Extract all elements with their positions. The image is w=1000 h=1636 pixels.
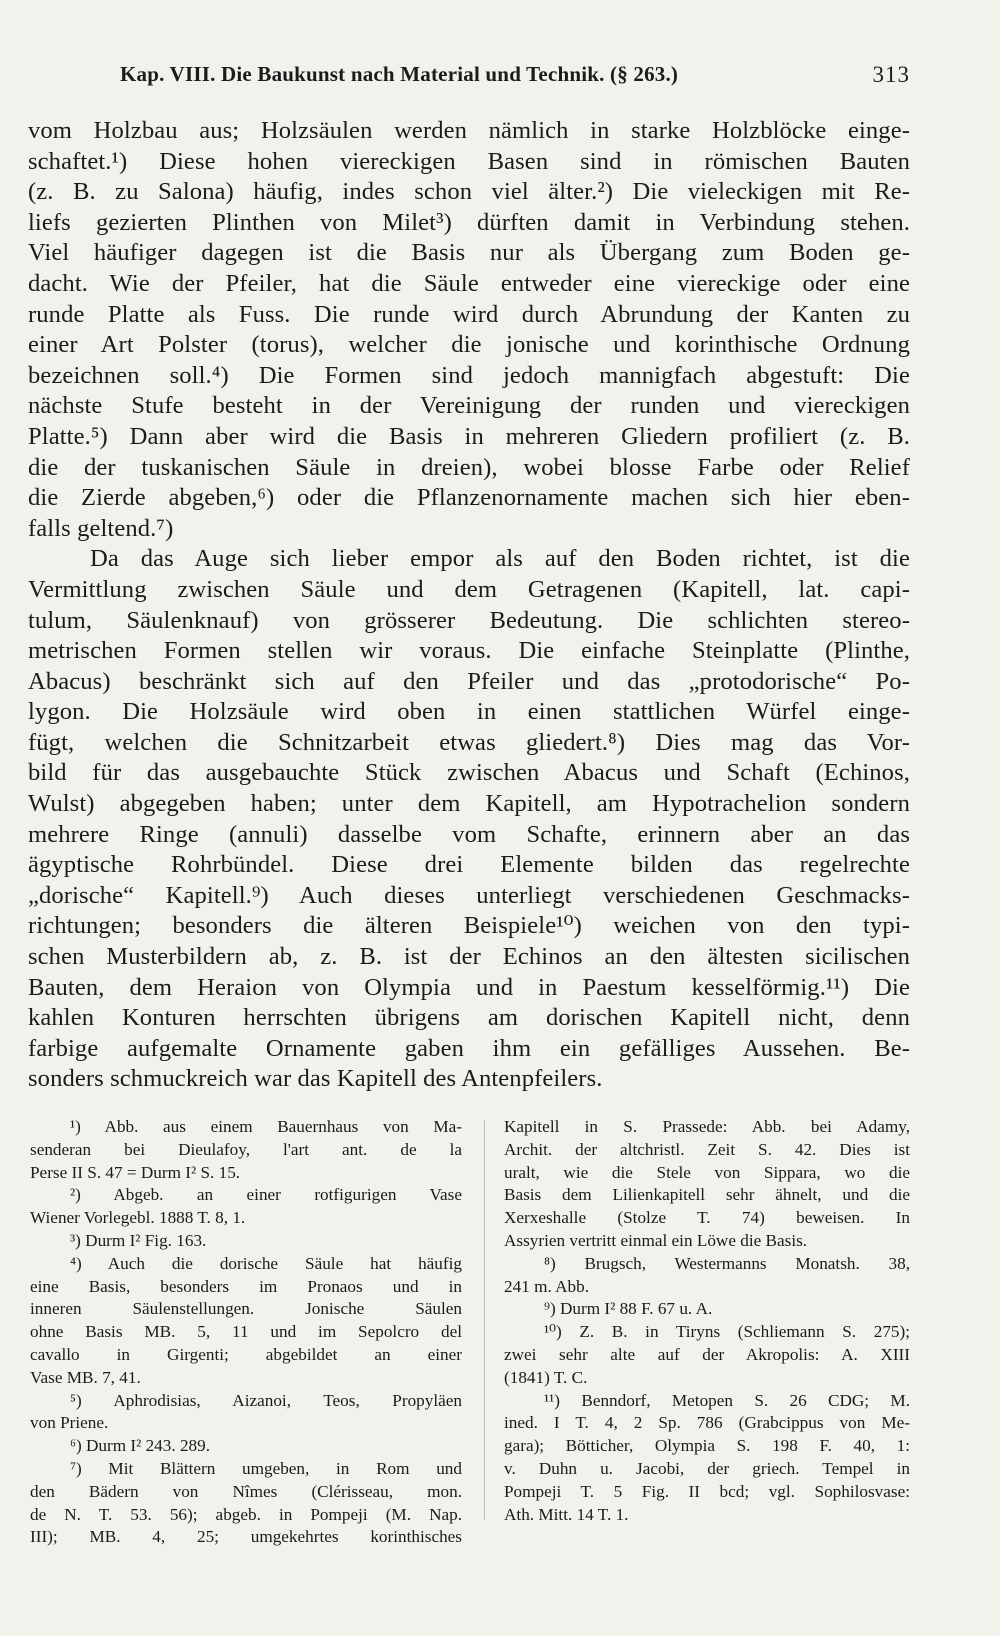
- footnote-line: Vase MB. 7, 41.: [30, 1367, 141, 1387]
- footnote-line: Archit. der altchristl. Zeit S. 42. Dies ist: [504, 1139, 910, 1159]
- body-line: Vermittlung zwischen Säule und dem Getragenen (Kapitell, lat. capi-: [28, 575, 910, 603]
- footnote-line: Wiener Vorlegebl. 1888 T. 8, 1.: [30, 1208, 246, 1228]
- body-line: tulum, Säulenknauf) von grösserer Bedeutung. Die schlichten stereo-: [28, 606, 910, 634]
- body-line: fügt, welchen die Schnitzarbeit etwas gliedert.⁸) Dies mag das Vor-: [28, 728, 910, 756]
- footnote-line: Ath. Mitt. 14 T. 1.: [504, 1504, 629, 1524]
- body-line: farbige aufgemalte Ornamente gaben ihm ein gefälliges Aussehen. Be-: [28, 1034, 910, 1062]
- body-line: dacht. Wie der Pfeiler, hat die Säule entweder eine viereckige oder eine: [28, 269, 910, 297]
- body-line: runde Platte als Fuss. Die runde wird durch Abrundung der Kanten zu: [28, 300, 910, 328]
- footnotes-right-column: [504, 1116, 910, 1526]
- page-number: 313: [872, 62, 910, 87]
- footnote-line: ⁶) Durm I² 243. 289.: [70, 1436, 211, 1456]
- footnote-line: ¹⁰) Z. B. in Tiryns (Schliemann S. 275);: [544, 1322, 910, 1342]
- footnote-line: Assyrien vertritt einmal ein Löwe die Basis.: [504, 1230, 808, 1250]
- footnote-line: senderan bei Dieulafoy, l'art ant. de la: [30, 1139, 462, 1159]
- footnote-line: ⁴) Auch die dorische Säule hat häufig: [70, 1253, 462, 1273]
- body-line: Da das Auge sich lieber empor als auf den Boden richtet, ist die: [90, 545, 910, 573]
- body-line: nächste Stufe besteht in der Vereinigung der runden und viereckigen: [28, 392, 910, 420]
- footnote-line: inneren Säulenstellungen. Jonische Säulen: [30, 1299, 462, 1319]
- footnote-line: uralt, wie die Stele von Sippara, wo die: [504, 1162, 910, 1182]
- body-line: kahlen Konturen herrschten übrigens am dorischen Kapitell nicht, denn: [28, 1004, 910, 1032]
- body-line: schaftet.¹) Diese hohen viereckigen Basen sind in römischen Bauten: [28, 147, 910, 175]
- body-line: einer Art Polster (torus), welcher die jonische und korinthische Ordnung: [28, 331, 910, 359]
- footnote-line: de N. T. 53. 56); abgeb. in Pompeji (M. Nap.: [30, 1504, 462, 1524]
- footnotes: [28, 1116, 910, 1547]
- body-line: ägyptische Rohrbündel. Diese drei Elemente bilden das regelrechte: [28, 851, 910, 879]
- column-divider: [484, 1120, 485, 1520]
- footnote-line: ⁷) Mit Blättern umgeben, in Rom und: [70, 1458, 462, 1478]
- main-text: [28, 116, 910, 1095]
- footnote-line: Basis dem Lilienkapitell sehr ähnelt, und die: [504, 1185, 910, 1205]
- footnote-line: v. Duhn u. Jacobi, der griech. Tempel in: [504, 1458, 910, 1478]
- body-line: metrischen Formen stellen wir voraus. Die einfache Steinplatte (Plinthe,: [28, 637, 910, 665]
- footnote-line: ³) Durm I² Fig. 163.: [70, 1230, 207, 1250]
- footnote-line: ⁵) Aphrodisias, Aizanoi, Teos, Propyläen: [70, 1390, 462, 1410]
- body-line: Bauten, dem Heraion von Olympia und in Paestum kesselförmig.¹¹) Die: [28, 973, 910, 1001]
- body-line: sonders schmuckreich war das Kapitell des Antenpfeilers.: [28, 1065, 603, 1093]
- body-line: vom Holzbau aus; Holzsäulen werden nämlich in starke Holzblöcke einge-: [28, 117, 910, 144]
- body-line: schen Musterbildern ab, z. B. ist der Echinos an den ältesten sicilischen: [28, 943, 910, 971]
- footnote-line: III); MB. 4, 25; umgekehrtes korinthisches: [30, 1527, 462, 1547]
- footnote-line: ⁸) Brugsch, Westermanns Monatsh. 38,: [544, 1253, 910, 1273]
- footnote-line: eine Basis, besonders im Pronaos und in: [30, 1276, 462, 1296]
- body-line: Platte.⁵) Dann aber wird die Basis in mehreren Gliedern profiliert (z. B.: [28, 422, 910, 450]
- footnote-line: cavallo in Girgenti; abgebildet an einer: [30, 1344, 462, 1364]
- body-line: lygon. Die Holzsäule wird oben in einen stattlichen Würfel einge-: [28, 698, 910, 726]
- footnote-line: Pompeji T. 5 Fig. II bcd; vgl. Sophilosvase:: [504, 1481, 910, 1501]
- body-line: Wulst) abgegeben haben; unter dem Kapitell, am Hypotrachelion sondern: [28, 790, 910, 818]
- body-line: richtungen; besonders die älteren Beispiele¹⁰) weichen von den typi-: [28, 912, 910, 940]
- footnote-line: ined. I T. 4, 2 Sp. 786 (Grabcippus von Me-: [504, 1413, 910, 1433]
- body-line: (z. B. zu Salona) häufig, indes schon viel älter.²) Die vieleckigen mit Re-: [28, 178, 910, 206]
- footnotes-left-column: [30, 1116, 462, 1549]
- footnote-line: ⁹) Durm I² 88 F. 67 u. A.: [544, 1299, 713, 1319]
- body-line: Abacus) beschränkt sich auf den Pfeiler und das „protodorische“ Po-: [28, 667, 910, 695]
- body-line: die Zierde abgeben,⁶) oder die Pflanzenornamente machen sich hier eben-: [28, 484, 910, 512]
- footnote-line: von Priene.: [30, 1413, 109, 1433]
- body-line: die der tuskanischen Säule in dreien), wobei blosse Farbe oder Relief: [28, 453, 910, 481]
- footnote-line: ¹) Abb. aus einem Bauernhaus von Ma-: [70, 1117, 462, 1136]
- body-line: mehrere Ringe (annuli) dasselbe vom Schafte, erinnern aber an das: [28, 820, 910, 848]
- body-line: falls geltend.⁷): [28, 514, 174, 542]
- body-line: Viel häufiger dagegen ist die Basis nur als Übergang zum Boden ge-: [28, 239, 910, 267]
- footnote-line: ²) Abgeb. an einer rotfigurigen Vase: [70, 1185, 462, 1205]
- body-line: bild für das ausgebauchte Stück zwischen Abacus und Schaft (Echinos,: [28, 759, 910, 787]
- footnote-line: Perse II S. 47 = Durm I² S. 15.: [30, 1162, 241, 1182]
- body-line: liefs gezierten Plinthen von Milet³) dürften damit in Verbindung stehen.: [28, 208, 910, 236]
- running-header: [120, 62, 910, 98]
- footnote-line: Xerxeshalle (Stolze T. 74) beweisen. In: [504, 1208, 910, 1228]
- footnote-line: 241 m. Abb.: [504, 1276, 589, 1296]
- running-title: Kap. VIII. Die Baukunst nach Material und Technik. (§ 263.): [120, 62, 679, 86]
- footnote-line: den Bädern von Nîmes (Clérisseau, mon.: [30, 1481, 462, 1501]
- footnote-line: ohne Basis MB. 5, 11 und im Sepolcro del: [30, 1322, 462, 1342]
- footnote-line: Kapitell in S. Prassede: Abb. bei Adamy,: [504, 1117, 910, 1136]
- footnote-line: zwei sehr alte auf der Akropolis: A. XIII: [504, 1344, 910, 1364]
- footnote-line: ¹¹) Benndorf, Metopen S. 26 CDG; M.: [544, 1390, 910, 1410]
- body-line: „dorische“ Kapitell.⁹) Auch dieses unterliegt verschiedenen Geschmacks-: [28, 881, 910, 909]
- body-line: bezeichnen soll.⁴) Die Formen sind jedoch mannigfach abgestuft: Die: [28, 361, 910, 389]
- footnote-line: (1841) T. C.: [504, 1367, 588, 1387]
- footnote-line: gara); Bötticher, Olympia S. 198 F. 40, 1:: [504, 1436, 910, 1456]
